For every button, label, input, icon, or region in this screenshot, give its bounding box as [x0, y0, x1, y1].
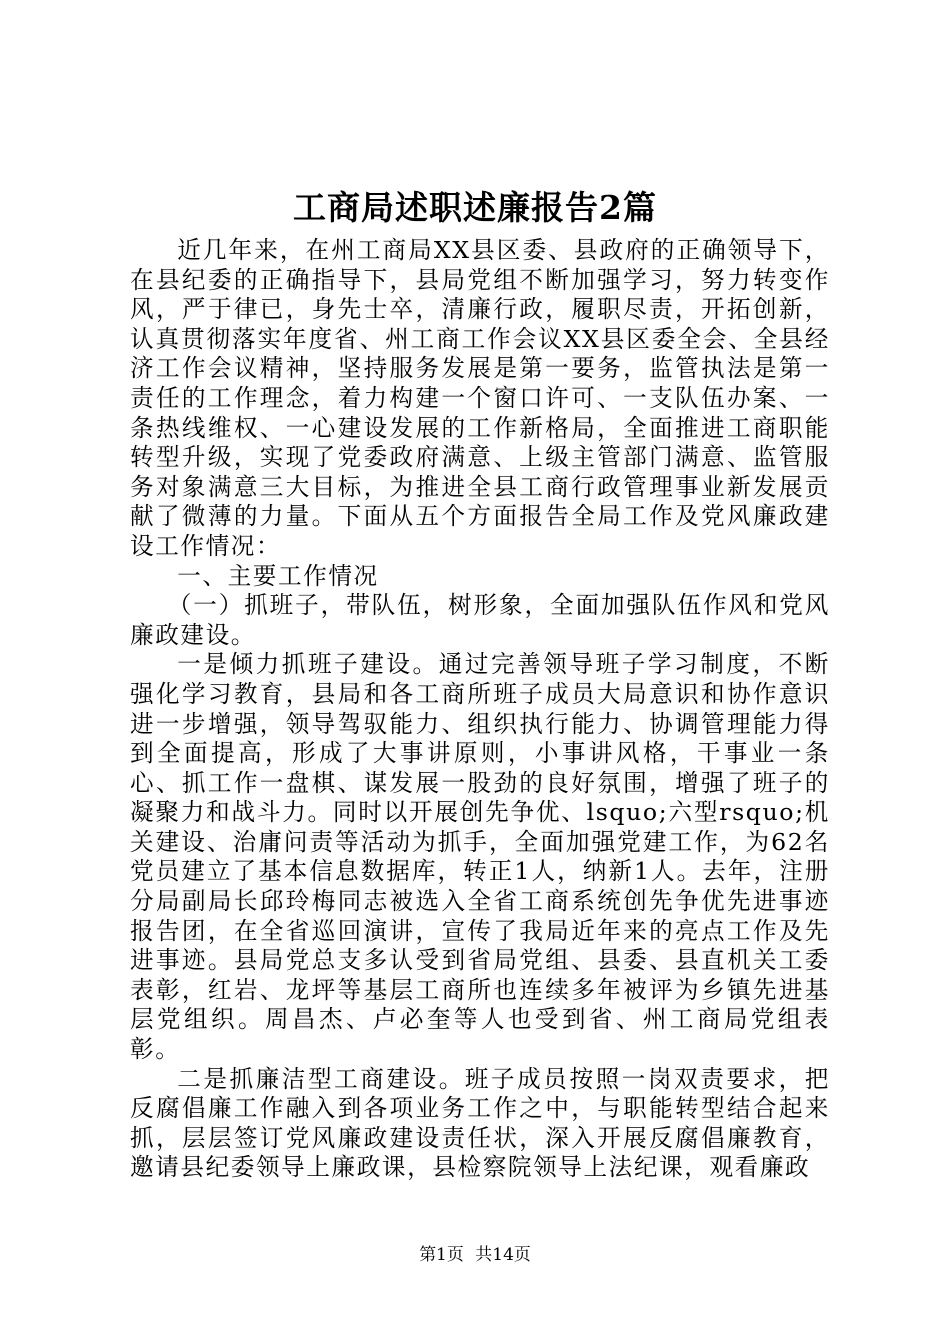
page-footer: 第1页 共14页 — [419, 1245, 531, 1265]
document-title: 工商局述职述廉报告2篇 — [293, 188, 657, 227]
paragraph-intro: 近几年来，在州工商局XX县区委、县政府的正确领导下，在县纪委的正确指导下，县局党组不断加强学习，努力转变作风，严于律已，身先士卒，清廉行政，履职尽责，开拓创新，认真贯彻落实年度省、州工商工作会议XX县区委全会、全县经济工作会议精神，坚持服务发展是第一要务，监管执法是第一责任的工作理念，着力构建一个窗口许可、一支队伍办案、一条热线维权、一心建设发展的工作新格局，全面推进工商职能转型升级，实现了党委政府满意、上级主管部门满意、监管服务对象满意三大目标，为推进全县工商行政管理事业新发展贡献了微薄的力量。下面从五个方面报告全局工作及党风廉政建设工作情况： — [130, 236, 830, 560]
section-heading-main-work: 一、主要工作情况 — [177, 561, 379, 590]
paragraph-team-building: 一是倾力抓班子建设。通过完善领导班子学习制度，不断强化学习教育，县局和各工商所班子成员大局意识和协作意识进一步增强，领导驾驭能力、组织执行能力、协调管理能力得到全面提高，形成了大事讲原则，小事讲风格，干事业一条心、抓工作一盘棋、谋发展一股劲的良好氛围，增强了班子的凝聚力和战斗力。同时以开展创先争优、lsquo;六型rsquo;机关建设、治庸问责等活动为抓手，全面加强党建工作，为62名党员建立了基本信息数据库，转正1人，纳新1人。去年，注册分局副局长邱玲梅同志被选入全省工商系统创先争优先进事迹报告团，在全省巡回演讲，宣传了我局近年来的亮点工作及先进事迹。县局党总支多认受到省局党组、县委、县直机关工委表彰，红岩、龙坪等基层工商所也连续多年被评为乡镇先进基层党组织。周昌杰、卢必奎等人也受到省、州工商局党组表彰。 — [130, 650, 830, 1064]
document-body — [130, 236, 830, 1183]
subsection-heading-team: （一）抓班子，带队伍，树形象，全面加强队伍作风和党风廉政建设。 — [130, 591, 830, 649]
paragraph-integrity-building: 二是抓廉洁型工商建设。班子成员按照一岗双责要求，把反腐倡廉工作融入到各项业务工作之中，与职能转型结合起来抓，层层签订党风廉政建设责任状，深入开展反腐倡廉教育，邀请县纪委领导上廉政课，县检察院领导上法纪课，观看廉政 — [130, 1064, 830, 1182]
